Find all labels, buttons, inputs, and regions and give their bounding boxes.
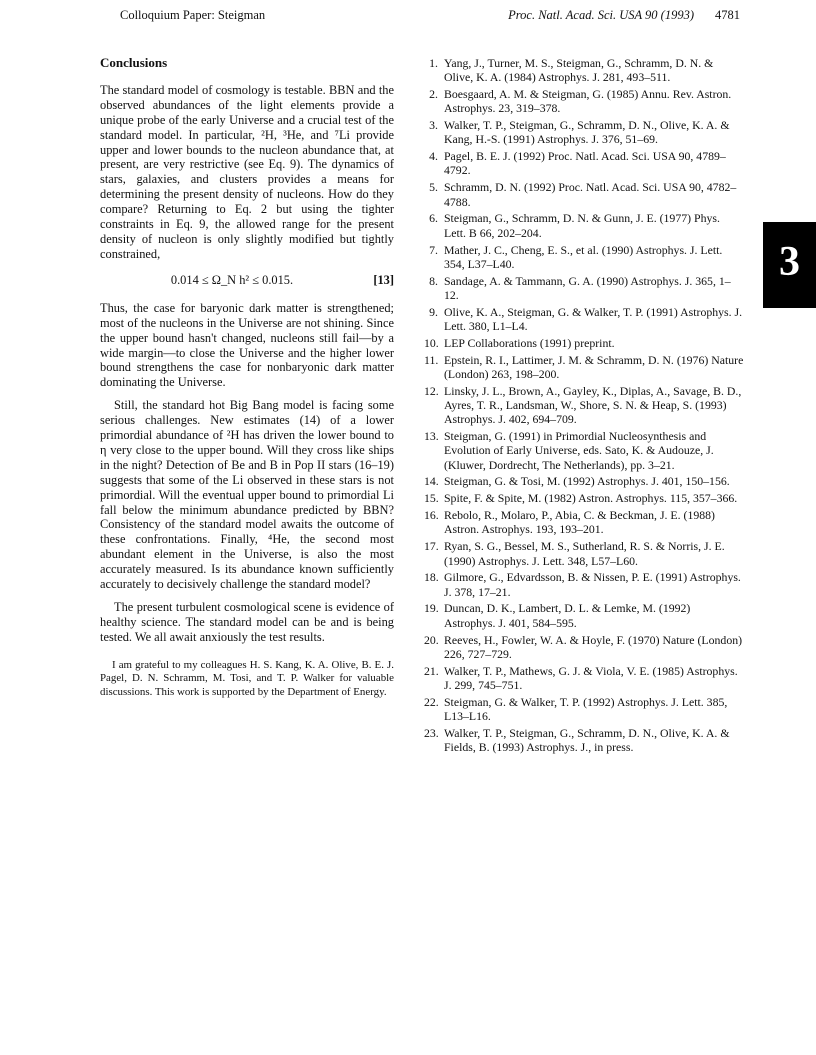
reference-text: Steigman, G., Schramm, D. N. & Gunn, J. E. (1977) Phys. Lett. B 66, 202–204. <box>444 211 720 240</box>
paragraph-4: The present turbulent cosmological scene is evidence of healthy science. The standard model can be and is being tested. We all await anxiously the test results. <box>100 600 394 644</box>
reference-item <box>424 633 744 661</box>
reference-item <box>424 274 744 302</box>
reference-number: 10. <box>424 335 439 350</box>
reference-text: Yang, J., Turner, M. S., Steigman, G., Schramm, D. N. & Olive, K. A. (1984) Astrophys. J. 281, 493–511. <box>444 56 714 85</box>
reference-item <box>424 353 744 381</box>
reference-number: 3. <box>429 118 438 133</box>
reference-item <box>424 539 744 567</box>
reference-text: Mather, J. C., Cheng, E. S., et al. (1990) Astrophys. J. Lett. 354, L37–L40. <box>444 242 723 271</box>
running-head <box>120 8 740 26</box>
page-number: 4781 <box>715 8 740 22</box>
reference-number: 18. <box>424 570 439 585</box>
reference-number: 13. <box>424 429 439 444</box>
reference-item <box>424 118 744 146</box>
reference-number: 23. <box>424 725 439 740</box>
reference-item <box>424 56 744 84</box>
right-column <box>424 56 744 757</box>
reference-number: 17. <box>424 539 439 554</box>
reference-number: 4. <box>429 149 438 164</box>
equation-text: 0.014 ≤ Ω_N h² ≤ 0.015. <box>170 272 294 287</box>
reference-item <box>424 429 744 472</box>
reference-text: Linsky, J. L., Brown, A., Gayley, K., Diplas, A., Savage, B. D., Ayres, T. R., Landsman, W., Shore, S. N. & Heap, S. (1993) Astrophys. J. 402, 694–709. <box>444 383 742 427</box>
reference-text: Gilmore, G., Edvardsson, B. & Nissen, P. E. (1991) Astrophys. J. 378, 17–21. <box>444 570 741 599</box>
reference-number: 12. <box>424 383 439 398</box>
equation-13 <box>100 271 394 291</box>
reference-number: 7. <box>429 242 438 257</box>
reference-item <box>424 601 744 629</box>
reference-number: 19. <box>424 601 439 616</box>
left-column <box>100 56 394 710</box>
reference-item <box>424 243 744 271</box>
reference-text: Pagel, B. E. J. (1992) Proc. Natl. Acad. Sci. USA 90, 4789–4792. <box>444 149 726 178</box>
reference-item <box>424 508 744 536</box>
reference-text: Steigman, G. (1991) in Primordial Nucleosynthesis and Evolution of Early Universe, eds. Sato, K. & Audouze, J. (Kluwer, Dordrecht, The Netherlands), pp. 3–21. <box>444 429 714 472</box>
reference-text: Boesgaard, A. M. & Steigman, G. (1985) Annu. Rev. Astron. Astrophys. 23, 319–378. <box>444 87 732 116</box>
reference-item <box>424 384 744 427</box>
reference-number: 2. <box>429 87 438 102</box>
reference-list <box>424 56 744 754</box>
reference-item <box>424 695 744 723</box>
reference-item <box>424 305 744 333</box>
reference-text: Steigman, G. & Tosi, M. (1992) Astrophys. J. 401, 150–156. <box>444 474 730 489</box>
reference-text: Walker, T. P., Steigman, G., Schramm, D. N., Olive, K. A. & Fields, B. (1993) Astrophys. J., in press. <box>444 725 730 755</box>
reference-text: Reeves, H., Fowler, W. A. & Hoyle, F. (1970) Nature (London) 226, 727–729. <box>444 632 743 661</box>
reference-number: 8. <box>429 273 438 288</box>
section-tab-label: 3 <box>779 239 800 285</box>
reference-item <box>424 474 744 488</box>
reference-number: 16. <box>424 508 439 523</box>
reference-text: Ryan, S. G., Bessel, M. S., Sutherland, R. S. & Norris, J. E. (1990) Astrophys. J. Lett. 348, L57–L60. <box>444 539 725 568</box>
reference-item <box>424 336 744 350</box>
reference-number: 1. <box>429 56 438 70</box>
section-tab <box>763 222 816 308</box>
reference-number: 11. <box>424 352 439 367</box>
paragraph-3: Still, the standard hot Big Bang model is facing some serious challenges. New estimates (14) of a lower primordial abundance of ²H has driven the lower bound to η very close to the upper bound. Will they cross like ships in the night? Detection of Be and B in Pop II stars (16–19) suggests that some of the Li observed in these stars is not primordial. Will the eventual upper bound to primordial Li fall below the minimum abundance predicted by BBN? Consistency of the standard model awaits the outcome of these confrontations. Finally, ⁴He, the second most abundant element in the Universe, is also the most accurately measured. Is its abundance known sufficiently accurately to decisively challenge the standard model? <box>100 398 394 592</box>
reference-item <box>424 491 744 505</box>
running-head-title: Colloquium Paper: Steigman <box>120 8 266 22</box>
reference-item <box>424 211 744 239</box>
reference-text: Schramm, D. N. (1992) Proc. Natl. Acad. Sci. USA 90, 4782–4788. <box>444 180 737 209</box>
equation-number: [13] <box>373 272 394 287</box>
reference-item <box>424 87 744 115</box>
reference-number: 21. <box>424 663 439 678</box>
reference-text: Olive, K. A., Steigman, G. & Walker, T. P. (1991) Astrophys. J. Lett. 380, L1–L4. <box>444 304 743 333</box>
reference-item <box>424 570 744 598</box>
reference-item <box>424 726 744 754</box>
reference-number: 6. <box>429 211 438 226</box>
journal-citation: Proc. Natl. Acad. Sci. USA 90 (1993) <box>508 8 694 22</box>
paragraph-1: The standard model of cosmology is testable. BBN and the observed abundances of the light elements provide a unique probe of the early Universe and a crucial test of the standard model. In particular, ²H, ³He, and ⁷Li provide upper and lower bounds to the nucleon abundance that, at present, are very restrictive (see Eq. 9). The dynamics of stars, galaxies, and clusters provides a means for determining the present density of nucleons. How do they compare? Returning to Eq. 2 but using the tighter constraints in Eq. 9, the allowed range for the present density of nucleon is only slightly modified but tightly constrained, <box>100 82 394 261</box>
reference-item <box>424 149 744 177</box>
paragraph-2: Thus, the case for baryonic dark matter is strengthened; most of the nucleons in the Universe are not shining. Since the upper bound hasn't changed, nucleons still fail—by a wide margin—to close the Universe and the higher lower bound strengthens the case for nonbaryonic dark matter dominating the Universe. <box>100 300 394 390</box>
reference-item <box>424 664 744 692</box>
reference-number: 5. <box>429 180 438 195</box>
reference-text: Sandage, A. & Tammann, G. A. (1990) Astrophys. J. 365, 1–12. <box>444 273 731 302</box>
section-heading: Conclusions <box>100 55 168 70</box>
reference-number: 15. <box>424 491 439 506</box>
acknowledgment: I am grateful to my colleagues H. S. Kang, K. A. Olive, B. E. J. Pagel, D. N. Schramm, M. Tosi, and T. P. Walker for valuable discussions. This work is supported by the Department of Energy. <box>100 658 394 698</box>
reference-number: 9. <box>429 304 438 319</box>
reference-number: 22. <box>424 694 439 709</box>
reference-text: Walker, T. P., Steigman, G., Schramm, D. N., Olive, K. A. & Kang, H.-S. (1991) Astrophys. J. 376, 51–69. <box>444 118 730 147</box>
reference-number: 20. <box>424 632 439 647</box>
reference-text: Epstein, R. I., Lattimer, J. M. & Schramm, D. N. (1976) Nature (London) 263, 198–200. <box>444 352 744 381</box>
reference-text: Rebolo, R., Molaro, P., Abia, C. & Beckman, J. E. (1988) Astron. Astrophys. 193, 193–201. <box>444 508 715 537</box>
reference-text: LEP Collaborations (1991) preprint. <box>444 335 615 350</box>
reference-number: 14. <box>424 474 439 489</box>
reference-text: Spite, F. & Spite, M. (1982) Astron. Astrophys. 115, 357–366. <box>444 491 738 506</box>
reference-item <box>424 180 744 208</box>
reference-text: Walker, T. P., Mathews, G. J. & Viola, V. E. (1985) Astrophys. J. 299, 745–751. <box>444 663 738 692</box>
reference-text: Steigman, G. & Walker, T. P. (1992) Astrophys. J. Lett. 385, L13–L16. <box>444 694 728 723</box>
reference-text: Duncan, D. K., Lambert, D. L. & Lemke, M. (1992) Astrophys. J. 401, 584–595. <box>444 601 691 630</box>
